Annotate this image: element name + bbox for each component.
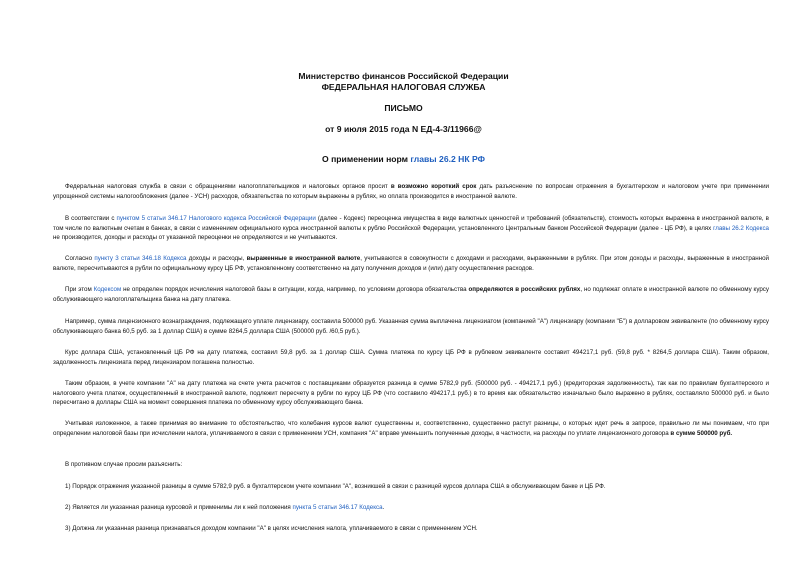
p4-text-c: , но подлежат оплате в иностранной валюте по обменному курсу обслуживающего налогоплательщика банка на дату платежа.: [53, 286, 769, 303]
p4-bold: определяются в российских рублях: [468, 286, 581, 293]
p4-link-code[interactable]: Кодексом: [93, 286, 122, 293]
document-subject: [0, 154, 807, 165]
p11-text-a: 2) Является ли указанная разница курсовой и применимы ли к ней положения: [65, 504, 293, 511]
paragraph-7: Таким образом, в учете компании "А" на дату платежа на счете учета расчетов с поставщиками образуется разница в сумме 5782,9 руб. (500000 руб. - 494217,1 руб.) (кредиторская задолженность), так как по правилам бухгалтерского и налогового учета платеж, осуществленный в иностранной валюте, подлежит пересчету в рубли по курсу ЦБ РФ (что составило 494217,1 руб.) в то время как обязательство изначально было выражено в рублях, составляло 500000 руб. и было пересчитано в доллары США на момент совершения платежа по обменному курсу обслуживающего банка.: [53, 380, 769, 407]
paragraph-8: [53, 419, 769, 438]
p3-text-c: , учитываются в совокупности с доходами и расходами, выраженными в рублях. При этом доходы и расходы, выраженные в иностранной валюте, пересчитываются в рубли по официальному курсу ЦБ РФ, установленному соответственно на дату получения доходов и (или) дату осуществления расходов.: [53, 255, 769, 272]
p8-bold: в сумме 500000 руб.: [670, 429, 733, 437]
paragraph-10: 1) Порядок отражения указанной разницы в сумме 5782,9 руб. в бухгалтерском учете компании "А", возникшей в связи с разницей курсов доллара США в обслуживающем банке и ЦБ РФ.: [65, 483, 606, 490]
p8-text-a: Учитывая изложенное, а также принимая во внимание то обстоятельство, что колебания курсов валют существенны и, соответственно, существенно растут разницы, о которых идет речь в запросе, правильно ли мы понимаем, что при определении налоговой базы при исчислении налога, уплачиваемого в связи с применением УСН, компания "А" вправе уменьшить полученные доходы, в частности, на расходы по уплате лицензионного договора: [53, 420, 769, 437]
p2-text-c: (далее - Кодекс) переоценка имущества в виде валютных ценностей и требований (обязательств), стоимость которых выражена в иностранной валюте, в том числе по валютным счетам в банках, в связи с изменением официального курса иностранной валюты к рублю Российской Федерации, установленного Центральным банком Российской Федерации (далее - ЦБ РФ), в целях: [53, 215, 769, 232]
subject-prefix: О применении норм: [322, 154, 411, 164]
p3-text-a: Согласно: [65, 255, 95, 262]
document-type: ПИСЬМО: [384, 103, 423, 113]
p11-link-article[interactable]: пункта 5 статьи 346.17 Кодекса: [292, 504, 383, 511]
paragraph-6: Курс доллара США, установленный ЦБ РФ на дату платежа, составил 59,8 руб. за 1 доллар США. Сумма платежа по курсу ЦБ РФ в рублевом эквиваленте составит 494217,1 руб. (59,8 руб. * 8264,5 доллара США). Таким образом, задолженность лицензиата перед лицензиаром погашена полностью.: [53, 349, 769, 366]
subject-link[interactable]: главы 26.2 НК РФ: [410, 154, 485, 164]
paragraph-12: 3) Должна ли указанная разница признаваться доходом компании "А" в целях исчисления налога, уплачиваемого в связи с применением УСН.: [65, 525, 478, 532]
p2-text-d: не производится, доходы и расходы от указанной переоценки не определяются и не учитываются.: [53, 234, 338, 242]
paragraph-11: [53, 503, 769, 513]
document-date-number: от 9 июля 2015 года N ЕД-4-3/11966@: [325, 124, 482, 134]
paragraph-1: [53, 182, 769, 201]
p1-bold: в возможно короткий срок: [390, 183, 477, 190]
p2-link-code[interactable]: Налогового кодекса Российской Федерации: [188, 215, 316, 222]
ministry-heading: Министерство финансов Российской Федерации: [298, 71, 509, 81]
paragraph-5: Например, сумма лицензионного вознаграждения, подлежащего уплате лицензиару, составила 500000 руб. Указанная сумма выплачена лицензиатом (компанией "А") лицензиару (компании "Б") в долларовом эквиваленте (по обменному курсу обслуживающего банка 60,5 руб. за 1 доллар США) в сумме 8264,5 доллара США (500000 руб. /60,5 руб.).: [53, 318, 769, 335]
p11-text-b: .: [382, 504, 385, 511]
p3-link-article[interactable]: пункту 3 статьи 346.18 Кодекса: [94, 255, 187, 262]
p2-link-chapter[interactable]: главы 26.2 Кодекса: [713, 224, 769, 232]
paragraph-3: [53, 254, 769, 273]
paragraph-9: В противном случае просим разъяснить:: [65, 461, 183, 468]
p2-text-a: В соответствии с: [65, 215, 117, 222]
p2-link-article[interactable]: пунктом 5 статьи 346.17: [116, 215, 187, 222]
p4-text-a: При этом: [65, 286, 94, 293]
p1-text-a: Федеральная налоговая служба в связи с обращениями налогоплательщиков и налоговых органов просит: [65, 183, 391, 190]
p3-bold: выраженные в иностранной валюте: [246, 255, 361, 262]
paragraph-4: [53, 285, 769, 304]
p1-text-b: дать разъяснение по вопросам отражения в бухгалтерском и налоговом учете при применении упрощенной системы налогообложения (далее - УСН) расходов, обязательства по которым выражены в рублях, но оплата производится в иностранной валюте.: [53, 183, 769, 200]
p4-text-b: не определен порядок исчисления налоговой базы в ситуации, когда, например, по условиям договора обязательства: [121, 286, 469, 293]
paragraph-2: [53, 214, 769, 243]
p3-text-b: доходы и расходы,: [186, 255, 247, 262]
service-heading: ФЕДЕРАЛЬНАЯ НАЛОГОВАЯ СЛУЖБА: [321, 82, 486, 92]
